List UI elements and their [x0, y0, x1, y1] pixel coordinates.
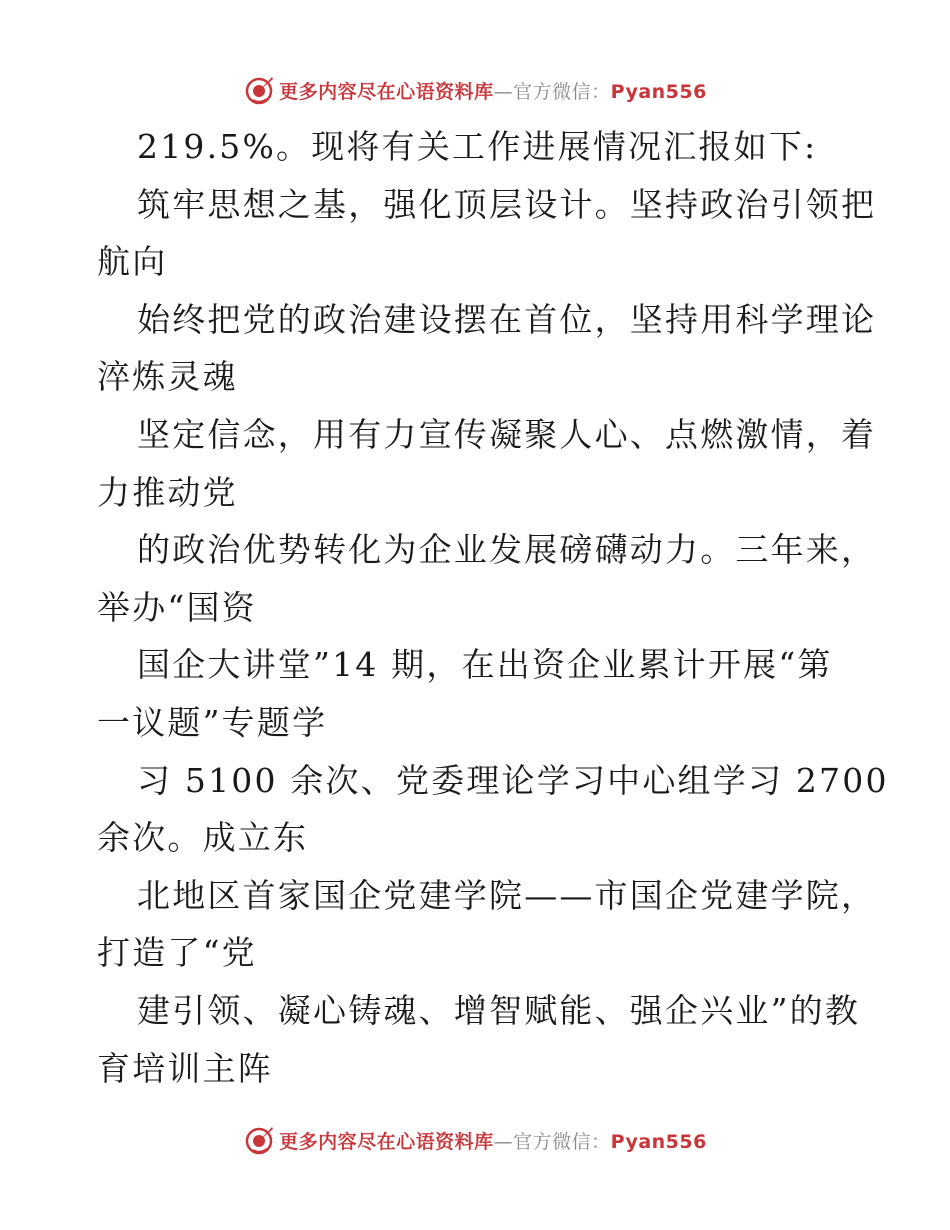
header-separator: —: [493, 80, 514, 103]
body-line: 力推动党: [97, 472, 238, 512]
header-banner-text: [279, 77, 707, 104]
body-line: 习 5100 余次、党委理论学习中心组学习 2700: [137, 760, 889, 800]
document-body: [97, 118, 889, 1097]
body-line: 坚定信念，用有力宣传凝聚人心、点燃激情，着: [137, 414, 877, 454]
body-line: 建引领、凝心铸魂、增智赋能、强企兴业”的教: [137, 990, 861, 1030]
body-line: 筑牢思想之基，强化顶层设计。坚持政治引领把: [137, 184, 877, 224]
body-line: 余次。成立东: [97, 818, 309, 858]
body-line: 国企大讲堂”14 期，在出资企业累计开展“第: [137, 645, 833, 685]
footer-contact-label: 官方微信：: [513, 1130, 611, 1153]
body-line: 一议题”专题学: [97, 702, 328, 742]
body-line: 淬炼灵魂: [97, 357, 238, 397]
body-line: 举办“国资: [97, 587, 257, 627]
footer-banner: [0, 1120, 950, 1160]
body-line: 的政治优势转化为企业发展磅礴动力。三年来，: [137, 530, 877, 570]
header-contact-id: Pyan556: [610, 80, 707, 103]
header-brand-text: 更多内容尽在心语资料库: [279, 80, 494, 103]
quill-pen-seal-icon: [243, 74, 275, 106]
footer-banner-text: [279, 1127, 707, 1154]
quill-pen-seal-icon: [243, 1124, 275, 1156]
body-line: 219.5%。现将有关工作进展情况汇报如下:: [137, 127, 818, 166]
body-line: 北地区首家国企党建学院——市国企党建学院，: [137, 875, 877, 915]
body-line: 始终把党的政治建设摆在首位，坚持用科学理论: [137, 299, 877, 339]
header-contact-label: 官方微信：: [513, 80, 611, 103]
body-line: 育培训主阵: [97, 1048, 273, 1088]
body-line: 打造了“党: [97, 933, 257, 973]
header-banner: [0, 70, 950, 110]
body-line: 航向: [97, 242, 168, 282]
footer-brand-text: 更多内容尽在心语资料库: [279, 1130, 494, 1153]
footer-contact-id: Pyan556: [610, 1130, 707, 1153]
footer-separator: —: [493, 1130, 514, 1153]
